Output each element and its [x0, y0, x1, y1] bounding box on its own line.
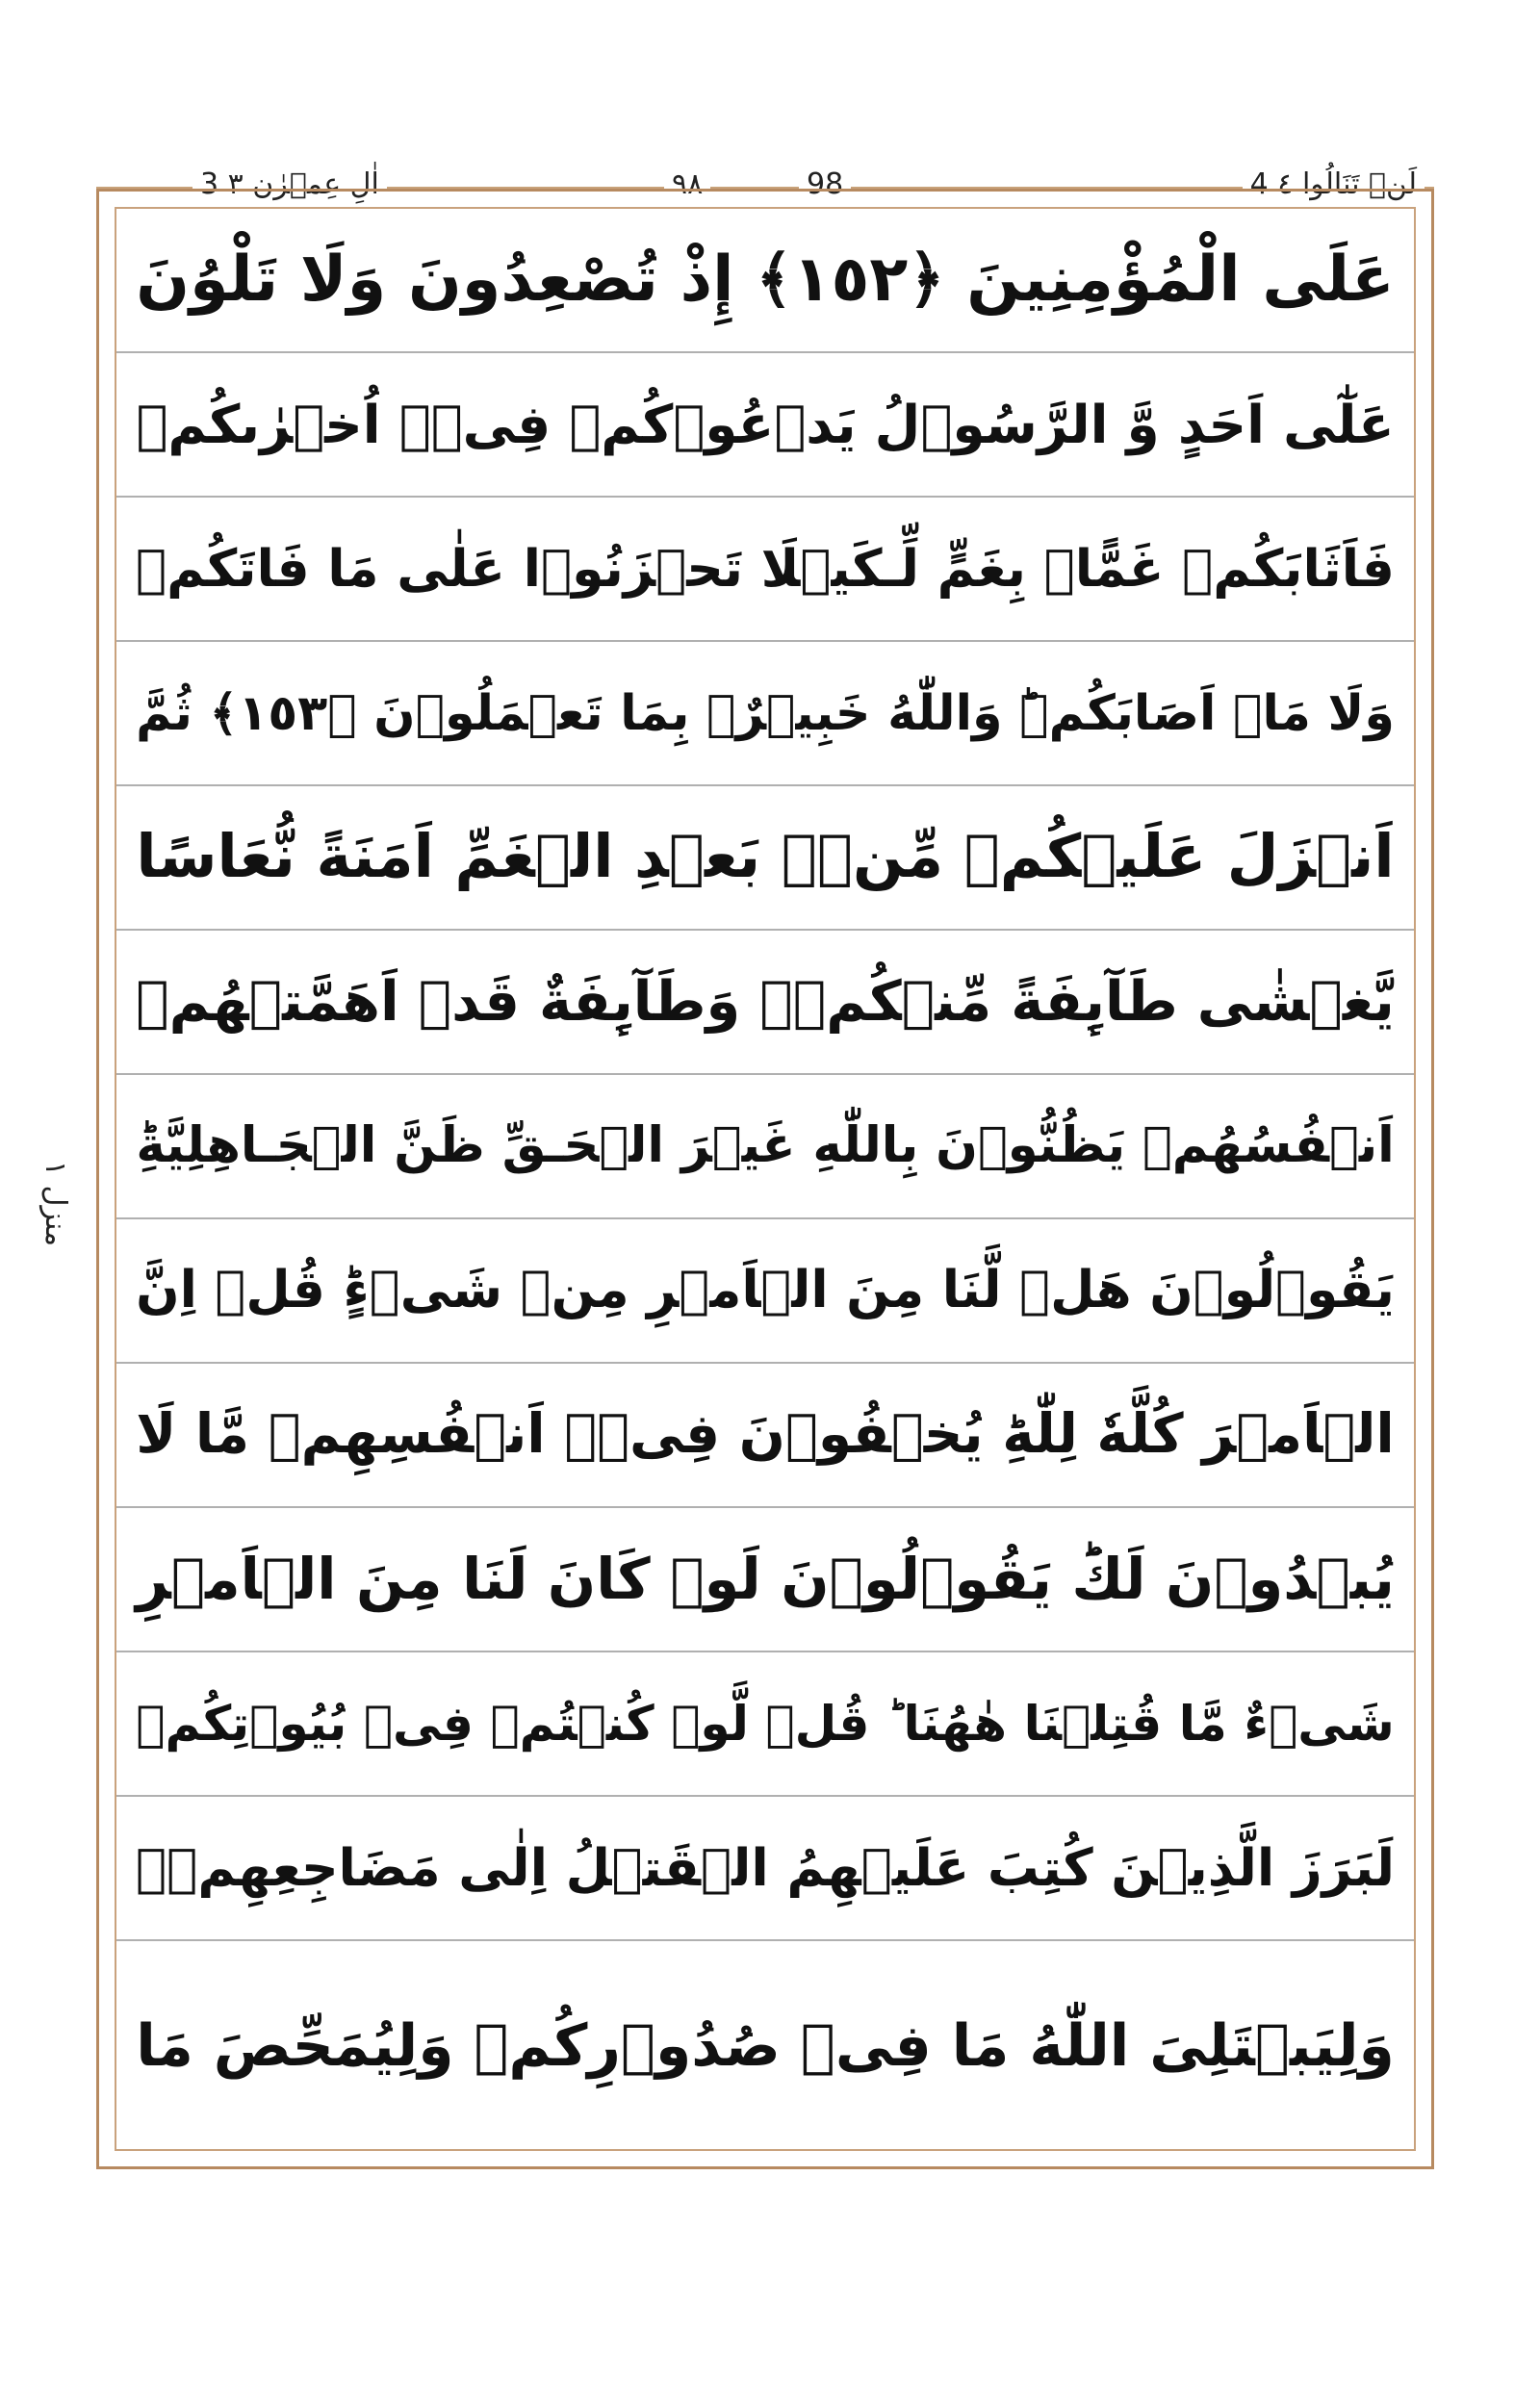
verse-line-6 — [116, 931, 1414, 1075]
verse-line-11 — [116, 1652, 1414, 1797]
verse-text: يَقُوۡلُوۡنَ هَلۡ لَّنَا مِنَ الۡاَمۡرِ مِنۡ شَىۡءٍ‌ؕ قُلۡ اِنَّ — [136, 1260, 1395, 1320]
verse-text: وَلَا مَاۤ اَصَابَكُمۡ‌ؕ وَاللّٰهُ خَبِيۡرٌۢ بِمَا تَعۡمَلُوۡنَ ﴿١٥٣﴾ ثُمَّ — [136, 683, 1395, 741]
verse-line-1 — [116, 209, 1414, 353]
verse-text: الۡاَمۡرَ كُلَّهٗ لِلّٰهِ‌ؕ يُخۡفُوۡنَ فِىۡۤ اَنۡفُسِهِمۡ مَّا لَا — [136, 1402, 1395, 1466]
verse-line-13 — [116, 1941, 1414, 2151]
verse-line-9 — [116, 1364, 1414, 1508]
page-number: 98 — [799, 166, 851, 204]
verse-text: يَّغۡشٰى طَآٮِٕفَةً مِّنۡكُمۡ‌ۙ وَطَآٮِٕفَةٌ قَدۡ اَهَمَّتۡهُمۡ — [136, 969, 1395, 1035]
manzil-label: منزل ١ — [38, 1160, 73, 1246]
verse-line-8 — [116, 1219, 1414, 1364]
verse-line-10 — [116, 1508, 1414, 1652]
page-frame — [96, 189, 1434, 2169]
surah-name: 3 اٰلِ عِمۡرٰن ٣ — [192, 166, 387, 204]
verse-line-12 — [116, 1797, 1414, 1941]
juz-name: 4 لَنۡ تَنَالُوا ٤ — [1243, 166, 1424, 204]
verse-text: وَلِيَبۡتَلِىَ اللّٰهُ مَا فِىۡ صُدُوۡرِكُمۡ وَلِيُمَحِّصَ مَا — [136, 2011, 1395, 2080]
verse-text: شَىۡءٌ مَّا قُتِلۡنَا هٰهُنَا ؕ قُلۡ لَّوۡ كُنۡتُمۡ فِىۡ بُيُوۡتِكُمۡ — [136, 1694, 1395, 1752]
verse-text: لَبَرَزَ الَّذِيۡنَ كُتِبَ عَلَيۡهِمُ الۡقَتۡلُ اِلٰى مَضَاجِعِهِمۡ‌ۚ — [136, 1837, 1395, 1899]
verse-text: عَلَى الْمُؤْمِنِينَ ﴿١٥٢﴾ إِذْ تُصْعِدُونَ وَلَا تَلْوُنَ — [136, 243, 1395, 317]
manzil-marker — [37, 1136, 75, 1270]
verse-line-5 — [116, 786, 1414, 931]
verse-text: اَنۡفُسُهُمۡ يَظُنُّوۡنَ بِاللّٰهِ غَيۡرَ الۡحَـقِّ ظَنَّ الۡجَـاهِلِيَّةِ‌ؕ — [136, 1116, 1395, 1175]
verse-line-3 — [116, 498, 1414, 642]
verse-text: يُبۡدُوۡنَ لَكَ‌ؕ يَقُوۡلُوۡنَ لَوۡ كَانَ لَنَا مِنَ الۡاَمۡرِ — [136, 1545, 1395, 1612]
verse-text: فَاَثَابَكُمۡ غَمًّاۢ بِغَمٍّ لِّـكَيۡلَا تَحۡزَنُوۡا عَلٰى مَا فَاتَكُمۡ — [136, 538, 1395, 600]
verse-text: اَنۡزَلَ عَلَيۡكُمۡ مِّنۡۢ بَعۡدِ الۡغَمِّ اَمَنَةً نُّعَاسًا — [136, 822, 1395, 892]
text-area — [115, 207, 1416, 2151]
verse-line-7 — [116, 1075, 1414, 1219]
page-number-urdu: ٩٨ — [664, 166, 710, 204]
verse-line-2 — [116, 353, 1414, 498]
verse-text: عَلٰٓى اَحَدٍ وَّ الرَّسُوۡلُ يَدۡعُوۡكُمۡ فِىۡۤ اُخۡرٰىكُمۡ — [136, 393, 1395, 455]
verse-line-4 — [116, 642, 1414, 786]
